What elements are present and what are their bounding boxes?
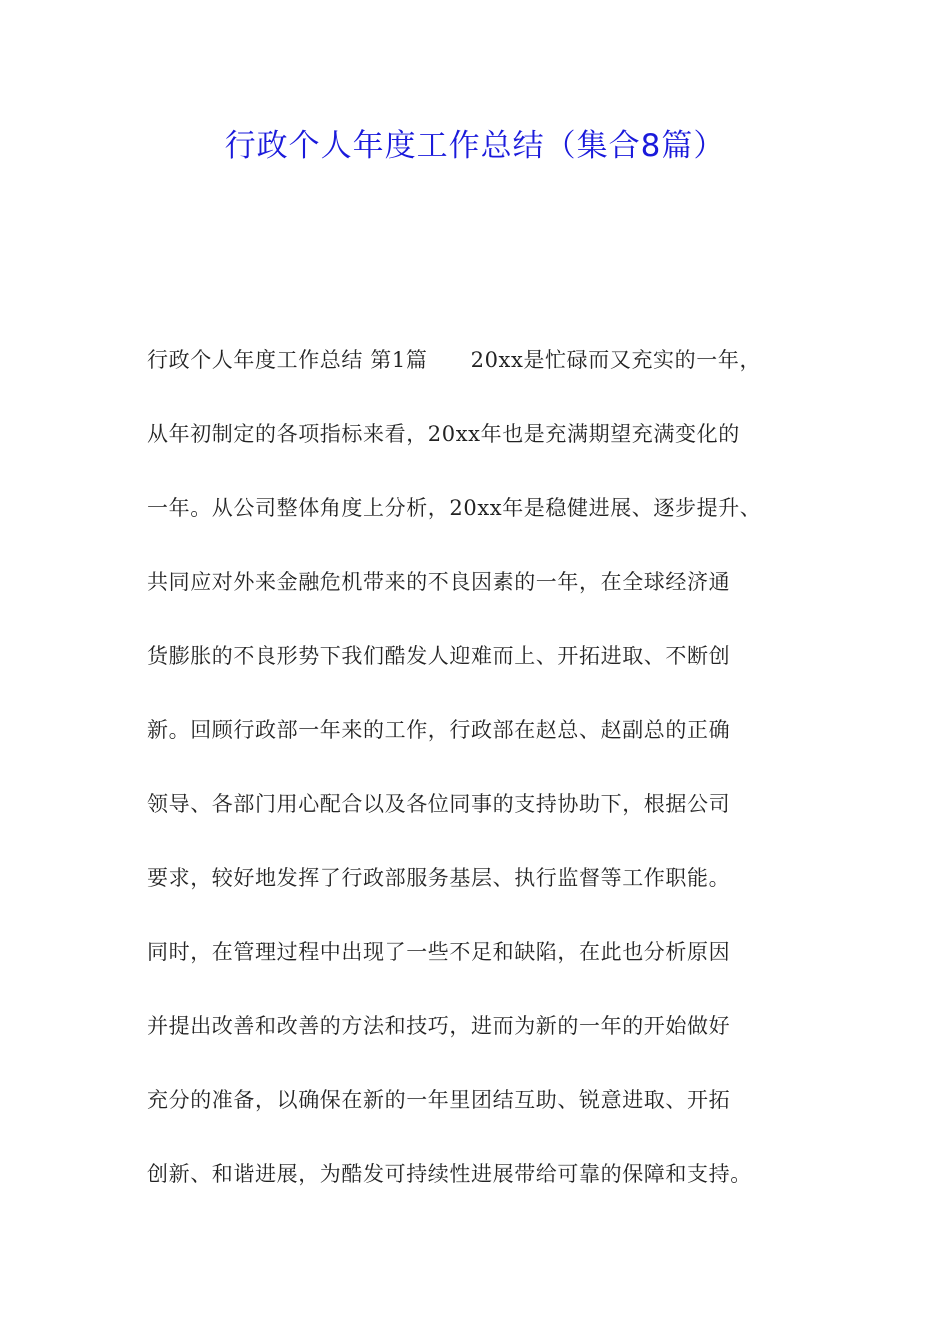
document-body	[147, 340, 827, 1228]
body-line: 同时，在管理过程中出现了一些不足和缺陷，在此也分析原因	[147, 940, 731, 964]
document-title: 行政个人年度工作总结（集合8篇）	[224, 128, 726, 164]
body-line: 充分的准备，以确保在新的一年里团结互助、锐意进取、开拓	[147, 1088, 731, 1112]
body-line: 创新、和谐进展，为酷发可持续性进展带给可靠的保障和支持。	[147, 1162, 752, 1186]
body-line: 领导、各部门用心配合以及各位同事的支持协助下，根据公司	[147, 792, 731, 816]
body-line: 从年初制定的各项指标来看，20xx年也是充满期望充满变化的	[147, 422, 740, 446]
body-line: 货膨胀的不良形势下我们酷发人迎难而上、开拓进取、不断创	[147, 644, 731, 668]
body-line: 一年。从公司整体角度上分析，20xx年是稳健进展、逐步提升、	[147, 496, 762, 520]
body-line: 并提出改善和改善的方法和技巧，进而为新的一年的开始做好	[147, 1014, 731, 1038]
body-line: 新。回顾行政部一年来的工作，行政部在赵总、赵副总的正确	[147, 718, 731, 742]
body-line: 要求，较好地发挥了行政部服务基层、执行监督等工作职能。	[147, 866, 731, 890]
body-line: 行政个人年度工作总结 第1篇 20xx是忙碌而又充实的一年，	[147, 348, 762, 372]
body-line: 共同应对外来金融危机带来的不良因素的一年，在全球经济通	[147, 570, 731, 594]
